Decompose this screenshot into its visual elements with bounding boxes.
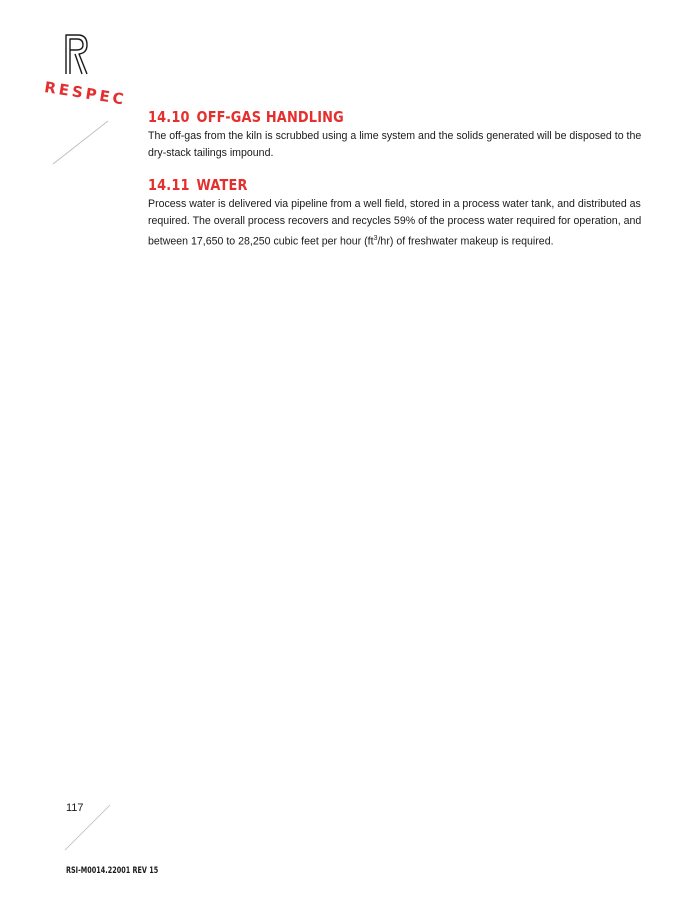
section-water — [148, 176, 653, 251]
decorative-slash-top — [52, 120, 110, 166]
section-off-gas-handling — [148, 108, 653, 162]
respec-logo — [43, 32, 128, 112]
paragraph-text: Process water is delivered via pipeline from a well field, stored in a process water tank, and distributed as required. The overall process recovers and recycles 59% of the process water required for operation, and between 17,650 to 28,250 cubic feet per hour (ft — [148, 198, 642, 248]
main-content — [148, 108, 653, 251]
logo-wordmark: RESPEC — [43, 78, 128, 109]
section-paragraph: The off-gas from the kiln is scrubbed using a lime system and the solids generated will be disposed to the dry-stack tailings impound. — [148, 130, 642, 159]
section-title: OFF-GAS HANDLING — [196, 108, 344, 126]
page-number: 117 — [66, 802, 84, 814]
document-id: RSI-M0014.22001 REV 15 — [66, 866, 159, 876]
r-monogram-icon — [64, 32, 90, 76]
section-heading — [148, 108, 582, 126]
superscript: 3 — [373, 235, 378, 242]
decorative-slash-bottom — [64, 804, 112, 852]
section-number: 14.10 — [148, 108, 190, 126]
section-number: 14.11 — [148, 176, 190, 194]
section-title: WATER — [196, 176, 248, 194]
section-paragraph — [148, 196, 653, 251]
paragraph-text-end: /hr) of freshwater makeup is required. — [377, 235, 554, 248]
section-heading — [148, 176, 582, 194]
